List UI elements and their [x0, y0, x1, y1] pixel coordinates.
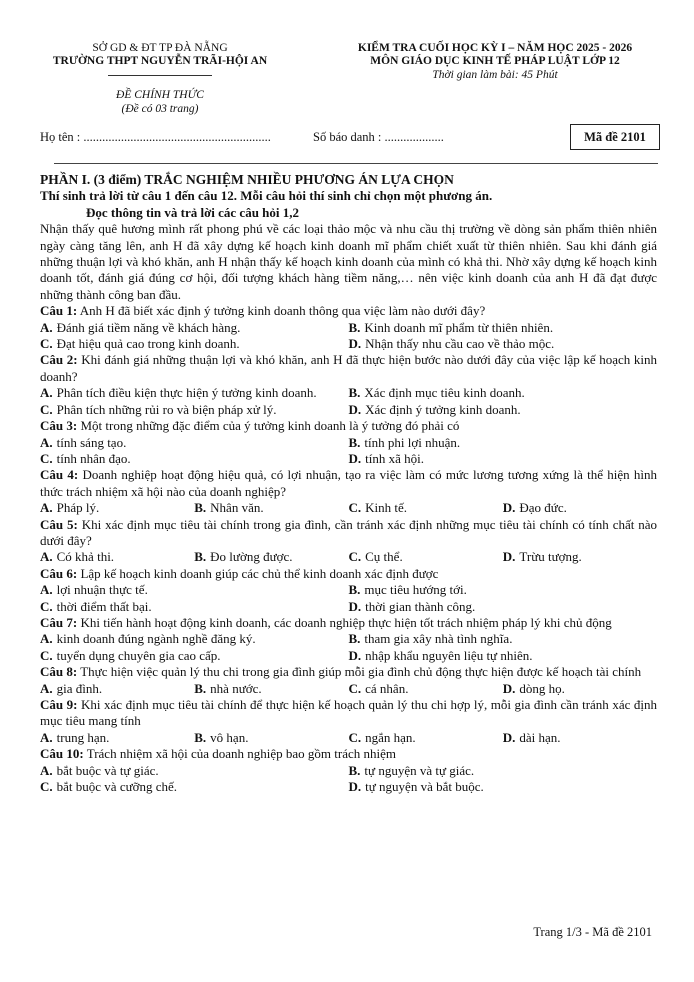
answer-option-a[interactable] [40, 500, 194, 516]
exam-title: KIỂM TRA CUỐI HỌC KỲ I – NĂM HỌC 2025 - 2026 [357, 42, 633, 54]
question-text: Khi đánh giá những thuận lợi và khó khăn, anh H đã thực hiện bước nào dưới đây của việc lập kế hoạch kinh doanh? [40, 352, 657, 384]
option-text: Đo lường được. [210, 549, 293, 565]
option-key: D. [348, 401, 362, 417]
option-text: tham gia xây nhà tình nghĩa. [364, 631, 513, 647]
question-text: Khi xác định mục tiêu tài chính để thực hiện kế hoạch quản lý thu chi hợp lý, mỗi gia đình cần tránh xác định mục tiêu mang tính [40, 697, 658, 729]
question-stem [40, 467, 657, 500]
question-text: Khi tiến hành hoạt động kinh doanh, các doanh nghiệp thực hiện tốt trách nhiệm pháp lý khi chủ động [80, 614, 612, 630]
option-key: B. [348, 631, 361, 647]
department-name: SỞ GD & ĐT TP ĐÀ NẴNG [92, 42, 228, 54]
pages-note: (Đề có 03 trang) [121, 103, 199, 115]
question-list [40, 303, 657, 795]
answer-option-d[interactable] [503, 681, 657, 697]
answer-option-c[interactable] [349, 549, 503, 565]
question-stem [40, 697, 657, 730]
answer-option-a[interactable] [40, 582, 349, 598]
option-text: tuyển dụng chuyên gia cao cấp. [56, 647, 221, 663]
question-text: Lập kế hoạch kinh doanh giúp các chủ thể kinh doanh xác định được [80, 565, 439, 581]
question-2 [40, 352, 657, 418]
option-text: Pháp lý. [56, 500, 100, 516]
page-footer: Trang 1/3 - Mã đề 2101 [533, 925, 652, 939]
option-key: A. [40, 631, 53, 647]
school-name: TRƯỜNG THPT NGUYỄN TRÃI-HỘI AN [52, 55, 268, 67]
option-key: D. [348, 647, 362, 663]
option-key: B. [348, 762, 361, 778]
option-key: D. [502, 680, 516, 696]
option-key: B. [348, 319, 361, 335]
option-text: Cụ thể. [365, 549, 403, 565]
option-key: D. [348, 598, 362, 614]
option-key: C. [40, 401, 53, 417]
exam-duration: Thời gian làm bài: 45 Phút [432, 69, 558, 81]
option-text: Đạt hiệu quả cao trong kinh doanh. [56, 336, 240, 352]
option-text: kinh doanh đúng ngành nghề đăng ký. [56, 631, 256, 647]
option-text: bắt buộc và tự giác. [56, 762, 159, 778]
answer-option-d[interactable] [349, 451, 658, 467]
question-label: Câu 4: [40, 467, 79, 483]
exam-content [40, 168, 657, 795]
question-label: Câu 2: [40, 352, 78, 368]
option-key: B. [348, 582, 361, 598]
option-key: A. [40, 434, 53, 450]
option-key: B. [194, 500, 207, 516]
question-text: Thực hiện việc quản lý thu chi trong gia đình giúp mỗi gia đình chủ động thực hiện được kế hoạch tài chính [80, 664, 642, 680]
answer-options [40, 681, 657, 697]
answer-options [40, 730, 657, 746]
option-text: Có khả thi. [56, 549, 115, 565]
separator-line [54, 163, 658, 164]
section-title: PHẦN I. (3 điểm) TRẮC NGHIỆM NHIỀU PHƯƠNG ÁN LỰA CHỌN [40, 172, 454, 187]
answer-option-d[interactable] [349, 648, 658, 664]
option-key: B. [348, 434, 361, 450]
answer-option-a[interactable] [40, 730, 194, 746]
answer-options [40, 435, 657, 468]
option-key: C. [40, 779, 53, 795]
reading-heading: Đọc thông tin và trả lời các câu hỏi 1,2 [86, 204, 300, 220]
option-key: D. [348, 779, 362, 795]
answer-option-c[interactable] [40, 599, 349, 615]
option-text: vô hạn. [210, 729, 249, 745]
option-key: B. [194, 729, 207, 745]
answer-option-b[interactable] [349, 582, 658, 598]
question-stem [40, 615, 657, 631]
option-key: A. [40, 549, 53, 565]
question-label: Câu 8: [40, 664, 78, 680]
option-key: C. [348, 729, 362, 745]
option-key: A. [40, 680, 53, 696]
answer-option-d[interactable] [349, 779, 658, 795]
option-text: Xác định mục tiêu kinh doanh. [364, 385, 525, 401]
question-stem [40, 664, 657, 680]
answer-options [40, 500, 657, 516]
answer-option-b[interactable] [349, 763, 658, 779]
question-4 [40, 467, 657, 516]
question-8 [40, 664, 657, 697]
option-text: Đánh giá tiềm năng về khách hàng. [56, 319, 241, 335]
answer-option-a[interactable] [40, 549, 194, 565]
question-stem [40, 746, 657, 762]
option-key: C. [348, 500, 362, 516]
option-text: Nhân văn. [210, 500, 264, 516]
answer-option-c[interactable] [40, 451, 349, 467]
answer-option-c[interactable] [40, 402, 349, 418]
option-text: thời điểm thất bại. [56, 598, 152, 614]
question-stem [40, 352, 657, 385]
option-text: Đạo đức. [519, 500, 567, 516]
option-text: Kinh doanh mĩ phẩm từ thiên nhiên. [364, 319, 554, 335]
answer-option-a[interactable] [40, 681, 194, 697]
answer-option-b[interactable] [349, 320, 658, 336]
option-key: C. [40, 647, 53, 663]
option-text: gia đình. [56, 680, 103, 696]
option-key: B. [194, 549, 207, 565]
question-text: Doanh nghiệp hoạt động hiệu quả, có lợi nhuận, tạo ra việc làm có mức lương tương xứng là thể hiện hình thức trách nhiệm xã hội nào của doanh nghiệp? [40, 467, 658, 499]
section-instruction: Thí sinh trả lời từ câu 1 đến câu 12. Mỗi câu hỏi thí sinh chỉ chọn một phương án. [40, 188, 493, 204]
question-stem [40, 303, 657, 319]
option-key: A. [40, 582, 53, 598]
answer-option-b[interactable] [194, 549, 348, 565]
option-key: C. [348, 680, 362, 696]
question-9 [40, 697, 657, 746]
answer-option-c[interactable] [349, 730, 503, 746]
answer-option-b[interactable] [194, 730, 348, 746]
option-text: Phân tích điều kiện thực hiện ý tưởng kinh doanh. [56, 385, 317, 401]
question-label: Câu 10: [40, 746, 84, 762]
option-text: tự nguyện và bắt buộc. [365, 779, 484, 795]
option-key: B. [194, 680, 207, 696]
question-text: Anh H đã biết xác định ý tưởng kinh doanh thông qua việc làm nào dưới đây? [79, 303, 486, 319]
answer-option-c[interactable] [349, 681, 503, 697]
answer-option-d[interactable] [349, 599, 658, 615]
question-stem [40, 418, 657, 434]
answer-option-a[interactable] [40, 385, 349, 401]
answer-option-d[interactable] [503, 730, 657, 746]
answer-option-c[interactable] [40, 336, 349, 352]
answer-options [40, 385, 657, 418]
option-key: D. [348, 336, 362, 352]
option-text: mục tiêu hướng tới. [364, 582, 467, 598]
question-5 [40, 517, 657, 566]
answer-option-d[interactable] [349, 402, 658, 418]
option-key: C. [348, 549, 362, 565]
option-key: A. [40, 762, 53, 778]
question-7 [40, 615, 657, 664]
option-key: A. [40, 729, 53, 745]
option-key: A. [40, 385, 53, 401]
option-key: D. [502, 729, 516, 745]
option-key: D. [348, 450, 362, 466]
answer-option-a[interactable] [40, 763, 349, 779]
question-label: Câu 5: [40, 516, 78, 532]
question-1 [40, 303, 657, 352]
candidate-info-row [40, 124, 660, 150]
option-text: lợi nhuận thực tế. [56, 582, 148, 598]
answer-options [40, 763, 657, 796]
option-key: B. [348, 385, 361, 401]
answer-option-a[interactable] [40, 631, 349, 647]
option-text: Kinh tế. [365, 500, 408, 516]
exam-header [40, 42, 660, 122]
option-text: tính sáng tạo. [56, 434, 127, 450]
option-text: tính phi lợi nhuận. [364, 434, 461, 450]
question-text: Khi xác định mục tiêu tài chính trong gia đình, cần tránh xác định những mục tiêu tài chính có tính chất nào dưới đây? [40, 516, 658, 548]
option-text: Trừu tượng. [519, 549, 582, 565]
option-text: tính nhân đạo. [56, 450, 131, 466]
option-text: Nhận thấy nhu cầu cao về thảo mộc. [365, 336, 555, 352]
option-text: nhà nước. [210, 680, 262, 696]
option-key: C. [40, 450, 53, 466]
option-text: trung hạn. [56, 729, 110, 745]
candidate-name-field[interactable]: Họ tên : ............................................................ [40, 130, 271, 144]
official-label: ĐỀ CHÍNH THỨC [116, 89, 204, 101]
option-key: A. [40, 500, 53, 516]
header-divider [40, 71, 280, 76]
option-text: Phân tích những rủi ro và biện pháp xử lý. [56, 401, 277, 417]
answer-options [40, 582, 657, 615]
answer-option-b[interactable] [194, 681, 348, 697]
reading-passage: Nhận thấy quê hương mình rất phong phú về các loại thảo mộc và nhu cầu thị trường về dòng sản phẩm thiên nhiên ngày càng tăng lên, anh H đã xây dựng kế hoạch kinh doanh mĩ phẩm chiết xuất từ thiên nhiên. Sau khi đánh giá những thuận lợi và khó khăn, anh H nhận thấy kế hoạch kinh doanh của mình có khả thi. Nhờ xây dựng kế hoạch kinh doanh tốt, đánh giá đúng cơ hội, đối tượng khách hàng tiềm năng,… nên việc kinh doanh của anh H đã đạt được những thành công ban đầu. [40, 221, 657, 302]
option-text: tính xã hội. [365, 450, 424, 466]
option-text: cá nhân. [365, 680, 409, 696]
candidate-number-field[interactable]: Số báo danh : ................... [313, 130, 444, 144]
option-text: thời gian thành công. [365, 598, 476, 614]
answer-options [40, 549, 657, 565]
option-key: D. [502, 500, 516, 516]
exam-code-box: Mã đề 2101 [570, 124, 660, 150]
answer-options [40, 631, 657, 664]
answer-option-d[interactable] [503, 549, 657, 565]
question-label: Câu 6: [40, 565, 78, 581]
option-key: A. [40, 319, 53, 335]
answer-option-d[interactable] [503, 500, 657, 516]
question-3 [40, 418, 657, 467]
answer-option-b[interactable] [349, 435, 658, 451]
answer-option-c[interactable] [40, 648, 349, 664]
option-text: Xác định ý tưởng kinh doanh. [365, 401, 521, 417]
option-text: bắt buộc và cưỡng chế. [56, 779, 178, 795]
answer-option-c[interactable] [349, 500, 503, 516]
option-text: nhập khẩu nguyên liệu tự nhiên. [365, 647, 533, 663]
question-label: Câu 9: [40, 697, 78, 712]
option-key: D. [502, 549, 516, 565]
question-10 [40, 746, 657, 795]
option-text: tự nguyện và tự giác. [364, 762, 475, 778]
option-text: ngắn hạn. [365, 729, 416, 745]
answer-option-a[interactable] [40, 320, 349, 336]
question-label: Câu 7: [40, 614, 78, 630]
question-6 [40, 566, 657, 615]
option-text: dài hạn. [519, 729, 561, 745]
question-stem [40, 517, 657, 550]
option-key: C. [40, 336, 53, 352]
question-text: Một trong những đặc điểm của ý tưởng kinh doanh là ý tưởng đó phải có [80, 418, 460, 434]
answer-option-b[interactable] [194, 500, 348, 516]
answer-option-c[interactable] [40, 779, 349, 795]
option-key: C. [40, 598, 53, 614]
question-text: Trách nhiệm xã hội của doanh nghiệp bao gồm trách nhiệm [86, 746, 396, 762]
answer-option-b[interactable] [349, 385, 658, 401]
question-label: Câu 1: [40, 303, 78, 319]
answer-options [40, 320, 657, 353]
answer-option-d[interactable] [349, 336, 658, 352]
question-stem [40, 566, 657, 582]
answer-option-a[interactable] [40, 435, 349, 451]
option-text: dòng họ. [519, 680, 565, 696]
question-label: Câu 3: [40, 418, 78, 434]
subject-title: MÔN GIÁO DỤC KINH TẾ PHÁP LUẬT LỚP 12 [370, 55, 620, 67]
answer-option-b[interactable] [349, 631, 658, 647]
